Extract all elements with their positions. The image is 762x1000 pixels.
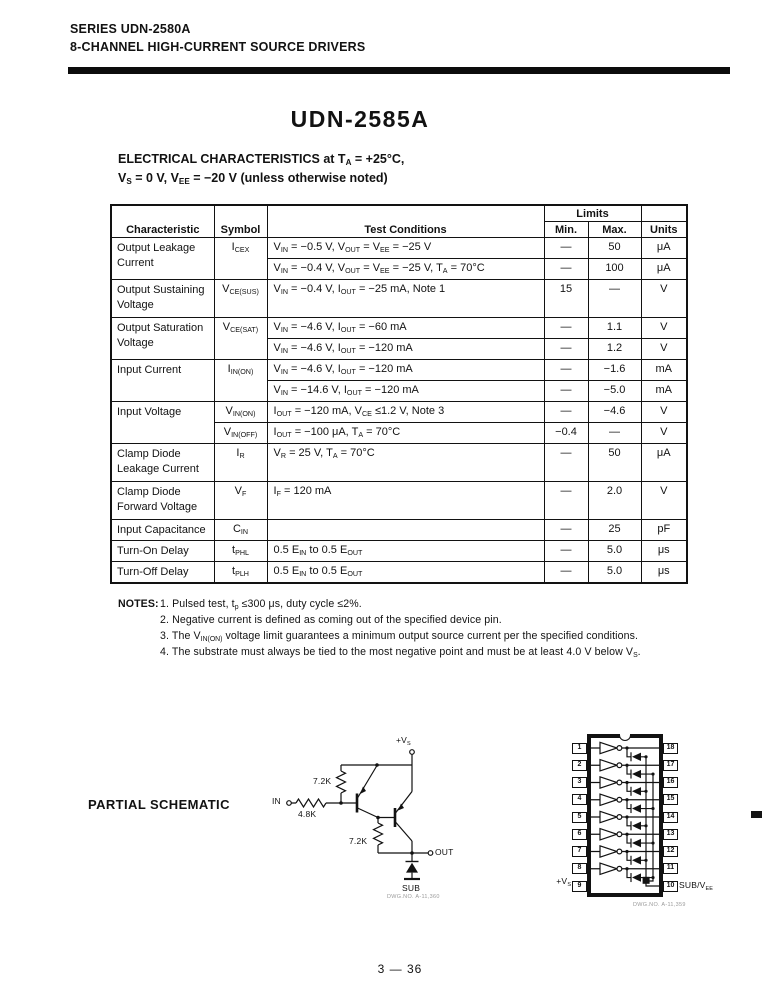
resistor-7k2-base: [374, 823, 383, 845]
spec-cell-char: Output Leakage Current: [111, 238, 214, 280]
partial-schematic-figure: [265, 725, 475, 910]
sub-label: SUB: [402, 883, 421, 893]
electrical-characteristics-heading: [118, 150, 404, 188]
spec-cell-cond: [267, 520, 544, 541]
resistor-4k8-label: 4.8K: [298, 809, 317, 819]
spec-row: [111, 402, 687, 423]
col-header-min: Min.: [544, 222, 588, 238]
pinout-dwg-number: DWG.NO. A-11,359: [633, 902, 686, 908]
pin-left-9: 9: [572, 881, 587, 892]
spec-cell-char: Clamp Diode Forward Voltage: [111, 482, 214, 520]
schematic-drawing: [265, 725, 475, 910]
spec-cell-max: 25: [588, 520, 641, 541]
spec-cell-cond: $V_{IN} = -4.6$ V, $I_{OUT} = -120$ mA: [267, 360, 544, 381]
spec-cell-max: −1.6: [588, 360, 641, 381]
transistor-q2-collector: [396, 822, 413, 841]
spec-row: [111, 444, 687, 482]
header-rule: [68, 67, 730, 74]
resistor-7k2-pullup: [337, 771, 346, 793]
pin-right-15: 15: [663, 794, 678, 805]
spec-cell-min: —: [544, 541, 588, 562]
spec-cell-max: —: [588, 423, 641, 444]
spec-cell-cond: 0.5 $E_{IN}$ to 0.5 $E_{OUT}$: [267, 541, 544, 562]
spec-cell-char: Input Voltage: [111, 402, 214, 444]
spec-table-body: [111, 238, 687, 583]
spec-row: [111, 280, 687, 318]
col-header-limits: Limits: [544, 205, 641, 222]
spec-cell-sym: $I_R$: [214, 444, 267, 482]
col-header-max: Max.: [588, 222, 641, 238]
transistor-q2-emitter: [396, 792, 413, 814]
page-number: 3 — 36: [377, 962, 423, 976]
notes-list: [118, 596, 708, 660]
spec-row: [111, 520, 687, 541]
spec-row: [111, 318, 687, 339]
spec-cell-min: —: [544, 318, 588, 339]
spec-row: [111, 562, 687, 583]
pin-right-12: 12: [663, 846, 678, 857]
spec-row: [111, 541, 687, 562]
spec-cell-min: —: [544, 402, 588, 423]
spec-cell-max: 1.2: [588, 339, 641, 360]
electrical-characteristics-table: [110, 204, 688, 584]
spec-cell-sym: $V_{IN(ON)}$: [214, 402, 267, 423]
pin-left-6: 6: [572, 829, 587, 840]
spec-cell-sym: $t_{PHL}$: [214, 541, 267, 562]
spec-cell-sym: $V_F$: [214, 482, 267, 520]
spec-cell-min: —: [544, 360, 588, 381]
vs-label: $+V_S$: [396, 735, 411, 747]
spec-cell-sym: $t_{PLH}$: [214, 562, 267, 583]
spec-row: [111, 360, 687, 381]
pin-left-3: 3: [572, 777, 587, 788]
subtitle-line-1: ELECTRICAL CHARACTERISTICS at $T_A = +25^\circ C$,: [118, 152, 405, 167]
spec-cell-units: V: [641, 402, 687, 423]
spec-cell-cond: $V_R = 25$ V, $T_A = 70^\circ C$: [267, 444, 544, 482]
pin-right-13: 13: [663, 829, 678, 840]
transistor-q1-collector: [358, 808, 379, 818]
in-label: IN: [272, 796, 281, 806]
spec-cell-sym: $C_{IN}$: [214, 520, 267, 541]
spec-cell-sym: $I_{CEX}$: [214, 238, 267, 280]
spec-cell-units: V: [641, 423, 687, 444]
resistor-7k2-base-label: 7.2K: [349, 836, 368, 846]
out-terminal: [428, 851, 433, 856]
spec-cell-min: —: [544, 562, 588, 583]
note-item: 3. The $V_{IN(ON)}$ voltage limit guarantees a minimum output source current per the specified conditions.: [160, 630, 639, 643]
spec-cell-units: μA: [641, 238, 687, 259]
note-item: 2. Negative current is defined as coming out of the specified device pin.: [160, 614, 502, 626]
pin-right-14: 14: [663, 812, 678, 823]
spec-cell-units: V: [641, 280, 687, 318]
spec-cell-units: μA: [641, 444, 687, 482]
spec-cell-char: Input Current: [111, 360, 214, 402]
series-subtitle: 8-CHANNEL HIGH-CURRENT SOURCE DRIVERS: [70, 40, 366, 54]
spec-cell-cond: $V_{IN} = -4.6$ V, $I_{OUT} = -120$ mA: [267, 339, 544, 360]
out-label: OUT: [435, 847, 454, 857]
pin-left-5: 5: [572, 812, 587, 823]
spec-cell-units: μA: [641, 259, 687, 280]
spec-cell-char: Turn-Off Delay: [111, 562, 214, 583]
spec-cell-max: −5.0: [588, 381, 641, 402]
resistor-4k8-input: [296, 799, 326, 807]
spec-cell-units: V: [641, 339, 687, 360]
spec-cell-min: 15: [544, 280, 588, 318]
spec-cell-max: 5.0: [588, 562, 641, 583]
transistor-q2-arrow: [398, 804, 404, 811]
pin-right-18: 18: [663, 743, 678, 754]
spec-cell-cond: $V_{IN} = -0.5$ V, $V_{OUT} = V_{EE} = -25$ V: [267, 238, 544, 259]
spec-cell-cond: $V_{IN} = -0.4$ V, $I_{OUT} = -25$ mA, Note 1: [267, 280, 544, 318]
notes-section: [118, 596, 708, 660]
partial-schematic-label: PARTIAL SCHEMATIC: [88, 797, 230, 812]
spec-cell-sym: $V_{IN(OFF)}$: [214, 423, 267, 444]
col-header-test-conditions: Test Conditions: [267, 205, 544, 238]
pinout-vs-label: $+V_S$: [556, 876, 571, 888]
spec-cell-min: —: [544, 259, 588, 280]
pin-right-16: 16: [663, 777, 678, 788]
spec-header-row-1: [111, 205, 687, 222]
pin-left-8: 8: [572, 863, 587, 874]
pin-left-7: 7: [572, 846, 587, 857]
spec-cell-char: Clamp Diode Leakage Current: [111, 444, 214, 482]
spec-cell-char: Output Sustaining Voltage: [111, 280, 214, 318]
spec-cell-min: —: [544, 444, 588, 482]
spec-cell-max: −4.6: [588, 402, 641, 423]
spec-cell-char: Turn-On Delay: [111, 541, 214, 562]
spec-cell-units: mA: [641, 381, 687, 402]
spec-cell-max: —: [588, 280, 641, 318]
pin-right-10: 10: [663, 881, 678, 892]
schematic-dwg-number: DWG.NO. A-11,360: [387, 894, 440, 900]
scan-mark: [751, 811, 762, 818]
spec-cell-units: V: [641, 482, 687, 520]
spec-cell-cond: $V_{IN} = -4.6$ V, $I_{OUT} = -60$ mA: [267, 318, 544, 339]
spec-cell-units: V: [641, 318, 687, 339]
spec-cell-units: μs: [641, 541, 687, 562]
col-header-units: Units: [641, 222, 687, 238]
clamp-diode-icon: [406, 863, 418, 873]
pin-left-2: 2: [572, 760, 587, 771]
spec-cell-min: —: [544, 520, 588, 541]
spec-cell-min: −0.4: [544, 423, 588, 444]
spec-cell-max: 100: [588, 259, 641, 280]
spec-cell-units: μs: [641, 562, 687, 583]
spec-cell-units: mA: [641, 360, 687, 381]
in-terminal: [287, 801, 292, 806]
spec-cell-cond: 0.5 $E_{IN}$ to 0.5 $E_{OUT}$: [267, 562, 544, 583]
spec-cell-max: 50: [588, 444, 641, 482]
pin-left-4: 4: [572, 794, 587, 805]
pin-right-17: 17: [663, 760, 678, 771]
spec-cell-char: Output Saturation Voltage: [111, 318, 214, 360]
spec-table-head: [111, 205, 687, 238]
spec-cell-sym: $I_{IN(ON)}$: [214, 360, 267, 402]
spec-cell-max: 1.1: [588, 318, 641, 339]
spec-cell-min: —: [544, 339, 588, 360]
substrate-node: [643, 877, 650, 884]
spec-cell-cond: $I_{OUT} = -120$ mA, $V_{CE} \le 1.2$ V, Note 3: [267, 402, 544, 423]
pin-right-11: 11: [663, 863, 678, 874]
spec-row: [111, 238, 687, 259]
spec-cell-units: pF: [641, 520, 687, 541]
spec-cell-cond: $V_{IN} = -14.6$ V, $I_{OUT} = -120$ mA: [267, 381, 544, 402]
subtitle-line-2: $V_S = 0$ V, $V_{EE} = -20$ V (unless otherwise noted): [118, 171, 388, 186]
limits-spacer-cell: [641, 205, 687, 222]
spec-cell-min: —: [544, 482, 588, 520]
series-title: SERIES UDN-2580A: [70, 22, 191, 36]
note-item: 4. The substrate must always be tied to the most negative point and must be at least 4.0 V below $V_S$.: [160, 646, 641, 659]
spec-cell-max: 50: [588, 238, 641, 259]
spec-cell-min: —: [544, 238, 588, 259]
spec-cell-cond: $I_F = 120$ mA: [267, 482, 544, 520]
col-header-characteristic: Characteristic: [111, 205, 214, 238]
spec-row: [111, 482, 687, 520]
spec-cell-cond: $I_{OUT} = -100$ μA, $T_A = 70^\circ C$: [267, 423, 544, 444]
spec-cell-max: 5.0: [588, 541, 641, 562]
vs-terminal: [410, 750, 415, 755]
pin-left-1: 1: [572, 743, 587, 754]
resistor-7k2-pullup-label: 7.2K: [313, 776, 332, 786]
pinout-figure: [545, 722, 735, 922]
transistor-q1-arrow: [360, 787, 366, 795]
notes-label: NOTES:: [118, 598, 159, 610]
pinout-sub-vee-label: SUB/$V_{EE}$: [679, 880, 713, 892]
col-header-symbol: Symbol: [214, 205, 267, 238]
spec-cell-cond: $V_{IN} = -0.4$ V, $V_{OUT} = V_{EE} = -25$ V, $T_A = 70^\circ C$: [267, 259, 544, 280]
spec-cell-max: 2.0: [588, 482, 641, 520]
spec-cell-min: —: [544, 381, 588, 402]
spec-cell-sym: $V_{CE(SAT)}$: [214, 318, 267, 360]
spec-cell-char: Input Capacitance: [111, 520, 214, 541]
bus-line-2: [646, 774, 653, 881]
spec-cell-sym: $V_{CE(SUS)}$: [214, 280, 267, 318]
page-title: UDN-2585A: [290, 106, 430, 132]
note-item: 1. Pulsed test, $t_p \le 300$ μs, duty cycle ≤2%.: [160, 598, 362, 611]
